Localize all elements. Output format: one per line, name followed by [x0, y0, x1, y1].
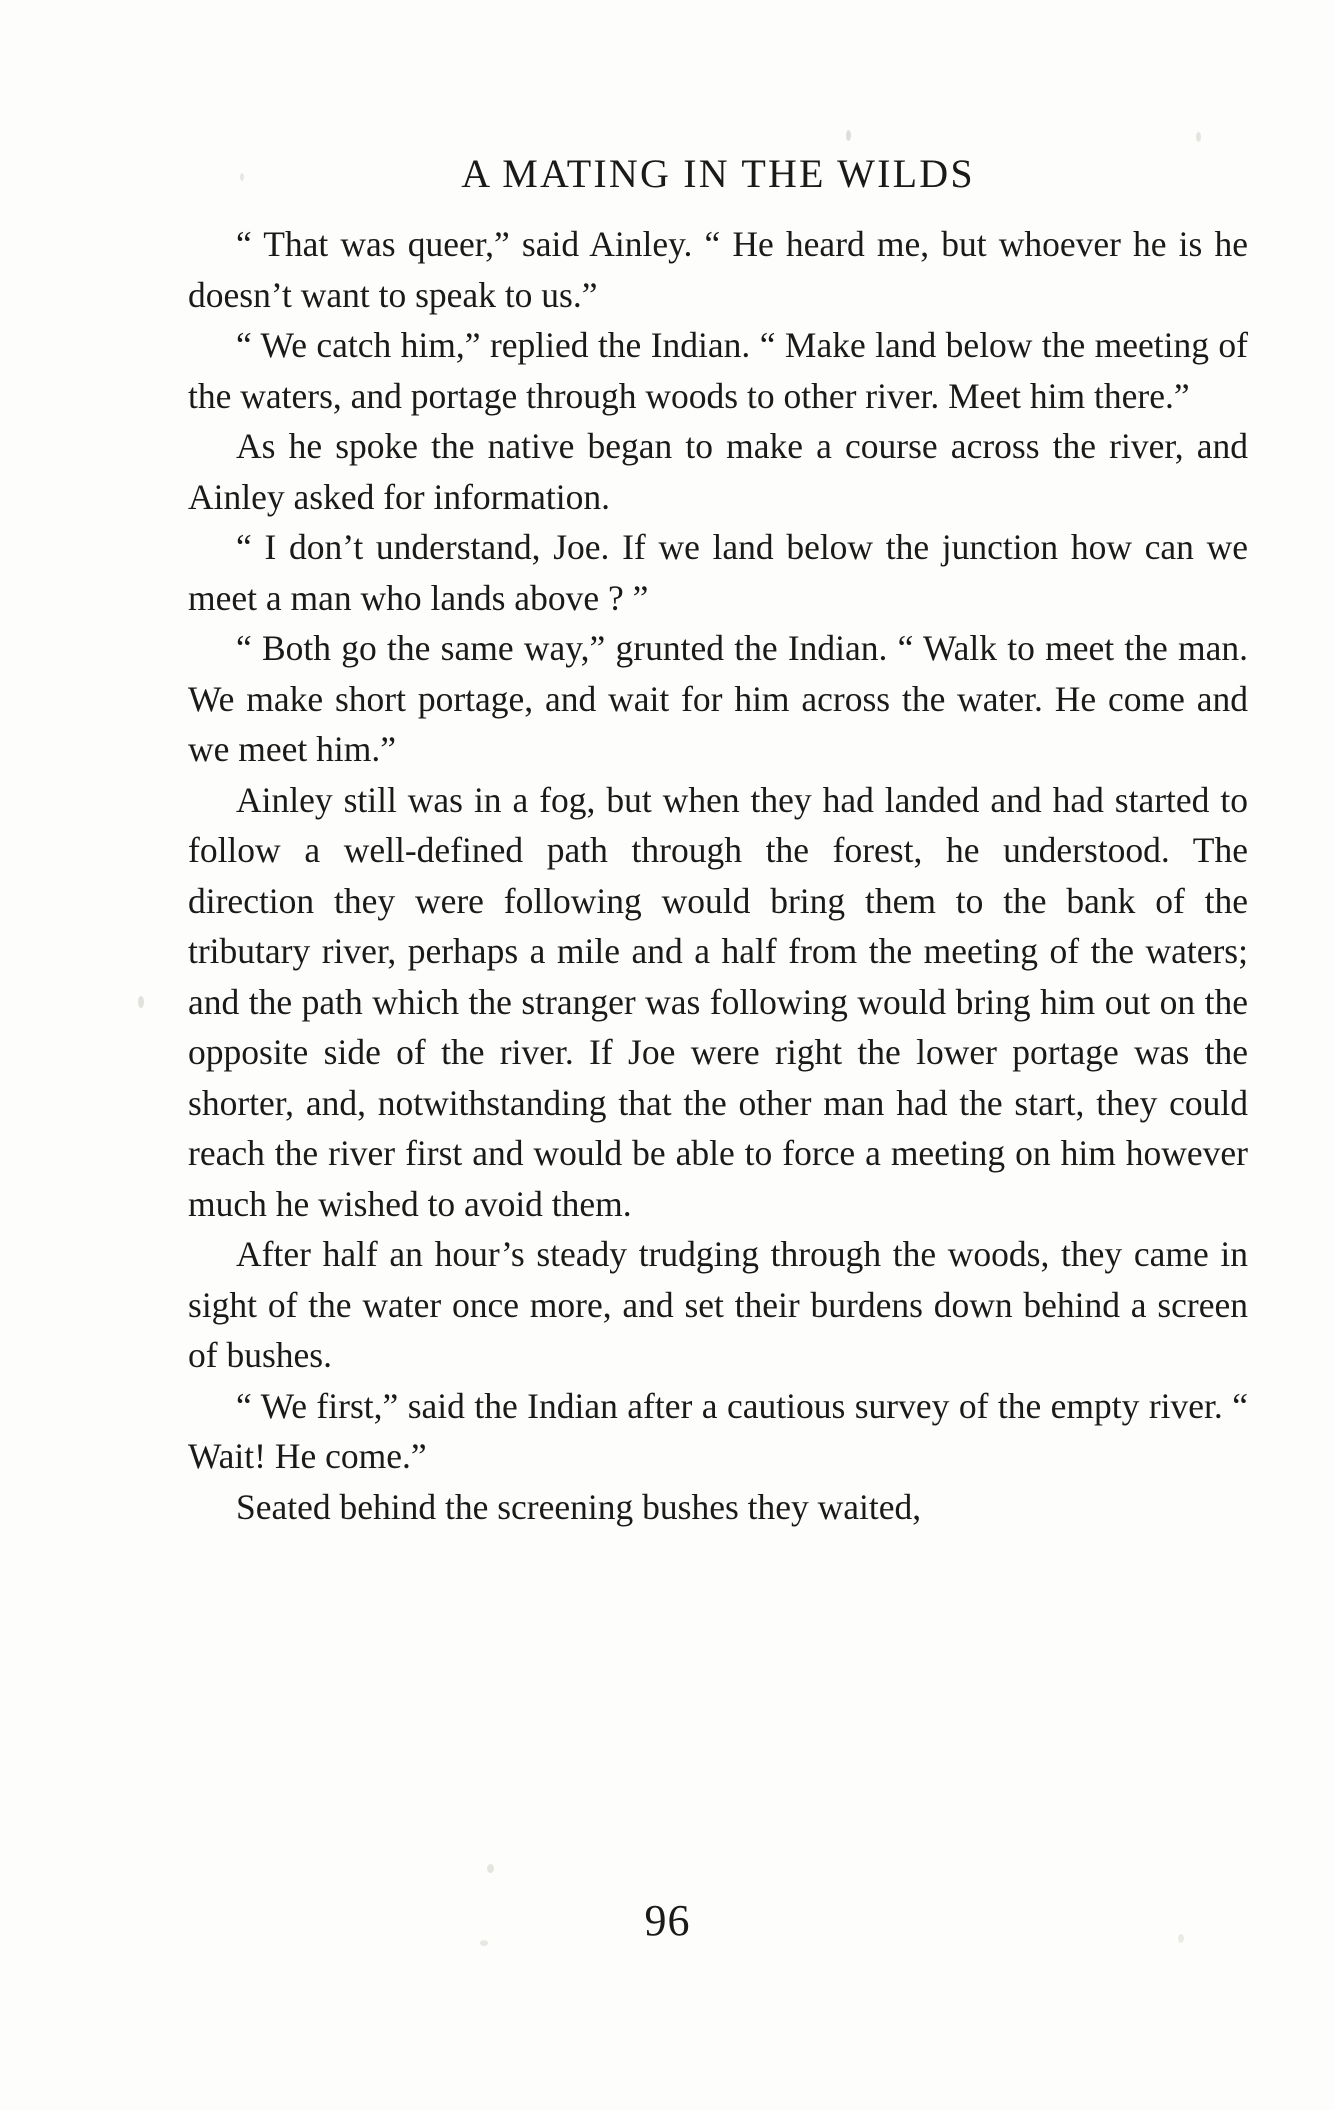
page-speckle — [487, 1864, 494, 1873]
page-speckle — [1196, 132, 1201, 142]
running-head: A MATING IN THE WILDS — [461, 151, 975, 196]
paragraph: “ That was queer,” said Ainley. “ He heard me, but whoever he is he doesn’t want to speak to us.” — [188, 224, 1248, 315]
paragraph: “ I don’t understand, Joe. If we land below the junction how can we meet a man who lands above ? ” — [188, 527, 1248, 618]
page-number: 96 — [644, 1896, 691, 1945]
paragraph: As he spoke the native began to make a course across the river, and Ainley asked for information. — [188, 426, 1248, 517]
paragraph: “ Both go the same way,” grunted the Indian. “ Walk to meet the man. We make short portage, and wait for him across the water. He come and we meet him.” — [188, 628, 1248, 769]
page-speckle — [846, 130, 851, 141]
paragraph: “ We catch him,” replied the Indian. “ Make land below the meeting of the waters, and portage through woods to other river. Meet him there.” — [188, 325, 1248, 416]
body-text — [188, 219, 1248, 1532]
paragraph: Seated behind the screening bushes they waited, — [236, 1486, 922, 1527]
page-speckle — [138, 996, 144, 1008]
paragraph: “ We first,” said the Indian after a cautious survey of the empty river. “ Wait! He come.” — [188, 1385, 1248, 1476]
paragraph: After half an hour’s steady trudging through the woods, they came in sight of the water once more, and set their burdens down behind a screen of bushes. — [188, 1234, 1248, 1375]
paragraph: Ainley still was in a fog, but when they had landed and had started to follow a well-defined path through the forest, he understood. The direction they were following would bring them to the bank of the tributary river, perhaps a mile and a half from the meeting of the waters; and the path which the stranger was following would bring him out on the opposite side of the river. If Joe were right the lower portage was the shorter, and, notwithstanding that the other man had the start, they could reach the river first and would be able to force a meeting on him however much he wished to avoid them. — [188, 779, 1248, 1224]
text-block — [188, 150, 1248, 1532]
